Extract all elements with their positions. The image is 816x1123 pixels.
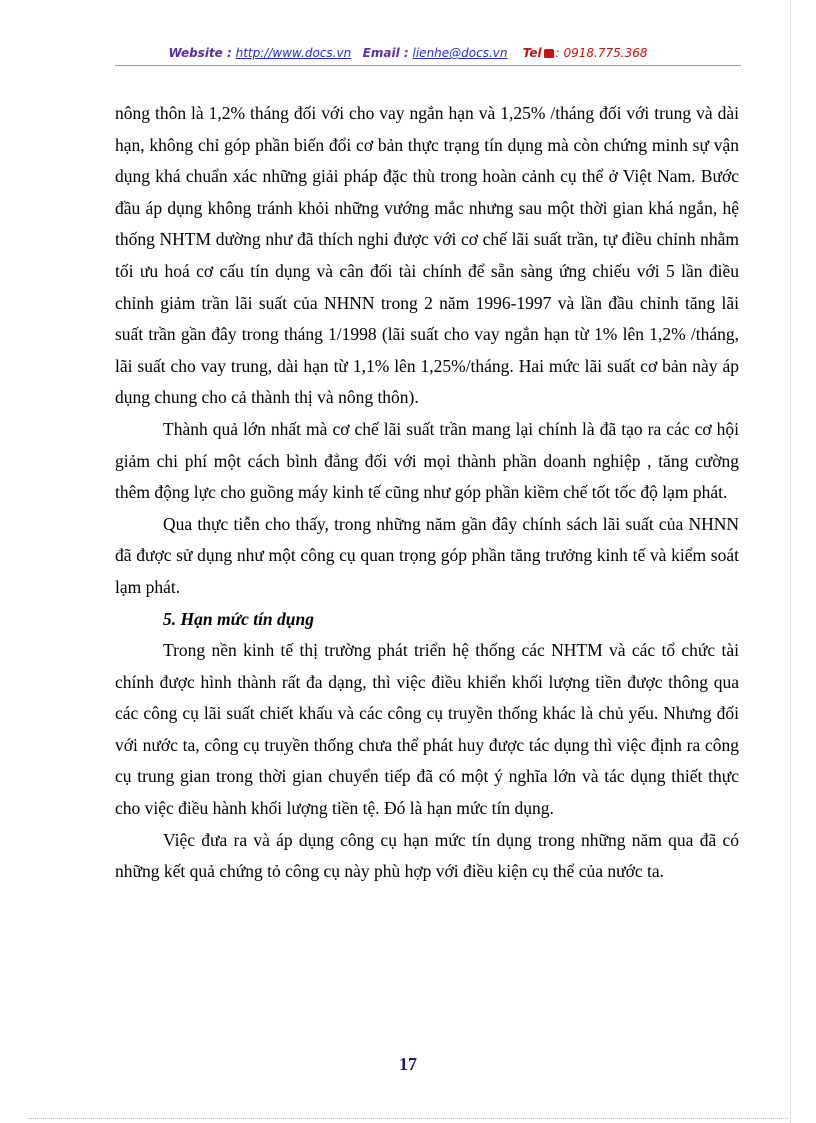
footer-divider [28,1118,788,1119]
page-number: 17 [399,1054,417,1074]
website-label: Website : [168,46,232,60]
header-divider [115,65,741,66]
tel-label: Tel [522,46,542,60]
paragraph-2: Thành quả lớn nhất mà cơ chế lãi suất trần mang lại chính là đã tạo ra các cơ hội giảm chi phí một cách bình đẳng đối với mọi thành phần doanh nghiệp , tăng cường thêm động lực cho guồng máy kinh tế cũng như góp phần kiềm chế tốt tốc độ lạm phát. [115,418,739,503]
website-link[interactable]: http://www.docs.vn [235,46,352,60]
tel-value: : 0918.775.368 [555,46,648,60]
paragraph-5: Việc đưa ra và áp dụng công cụ hạn mức tín dụng trong những năm qua đã có những kết quả chứng tỏ công cụ này phù hợp với điều kiện cụ thể của nước ta. [115,829,739,882]
email-label: Email : [362,46,409,60]
phone-icon [544,49,554,58]
paragraph-1: nông thôn là 1,2% tháng đối với cho vay ngắn hạn và 1,25% /tháng đối với trung và dài hạn, không chỉ góp phần biến đổi cơ bản thực trạng tín dụng mà còn chứng minh sự vận dụng khá chuẩn xác những giải pháp đặc thù trong hoàn cảnh cụ thể ở Việt Nam. Bước đầu áp dụng không tránh khỏi những vướng mắc nhưng sau một thời gian khá ngắn, hệ thống NHTM dường như đã thích nghi được với cơ chế lãi suất trần, tự điều chỉnh nhằm tối ưu hoá cơ cấu tín dụng và cân đối tài chính để sẵn sàng ứng chiếu với 5 lần điều chỉnh giảm trần lãi suất của NHNN trong 2 năm 1996-1997 và lần đầu chỉnh tăng lãi suất trần gần đây trong tháng 1/1998 (lãi suất cho vay ngắn hạn từ 1% lên 1,2% /tháng, lãi suất cho vay trung, dài hạn từ 1,1% lên 1,25%/tháng. Hai mức lãi suất cơ bản này áp dụng chung cho cả thành thị và nông thôn). [115,103,739,408]
email-link[interactable]: lienhe@docs.vn [412,46,508,60]
page-header [0,46,816,60]
right-margin-guide [790,0,791,1123]
paragraph-3: Qua thực tiễn cho thấy, trong những năm gần đây chính sách lãi suất của NHNN đã được sử dụng như một công cụ quan trọng góp phần tăng trưởng kinh tế và kiểm soát lạm phát. [115,513,739,597]
section-heading: 5. Hạn mức tín dụng [163,608,315,629]
paragraph-4: Trong nền kinh tế thị trường phát triển hệ thống các NHTM và các tổ chức tài chính được hình thành rất đa dạng, thì việc điều khiển khối lượng tiền được thông qua các công cụ lãi suất chiết khấu và các công cụ truyền thống khác là chủ yếu. Nhưng đối với nước ta, công cụ truyền thống chưa thể phát huy được tác dụng thì việc định ra công cụ trung gian trong thời gian chuyển tiếp đã có một ý nghĩa lớn và tác dụng thiết thực cho việc điều hành khối lượng tiền tệ. Đó là hạn mức tín dụng. [115,640,739,819]
body-text [115,98,739,888]
